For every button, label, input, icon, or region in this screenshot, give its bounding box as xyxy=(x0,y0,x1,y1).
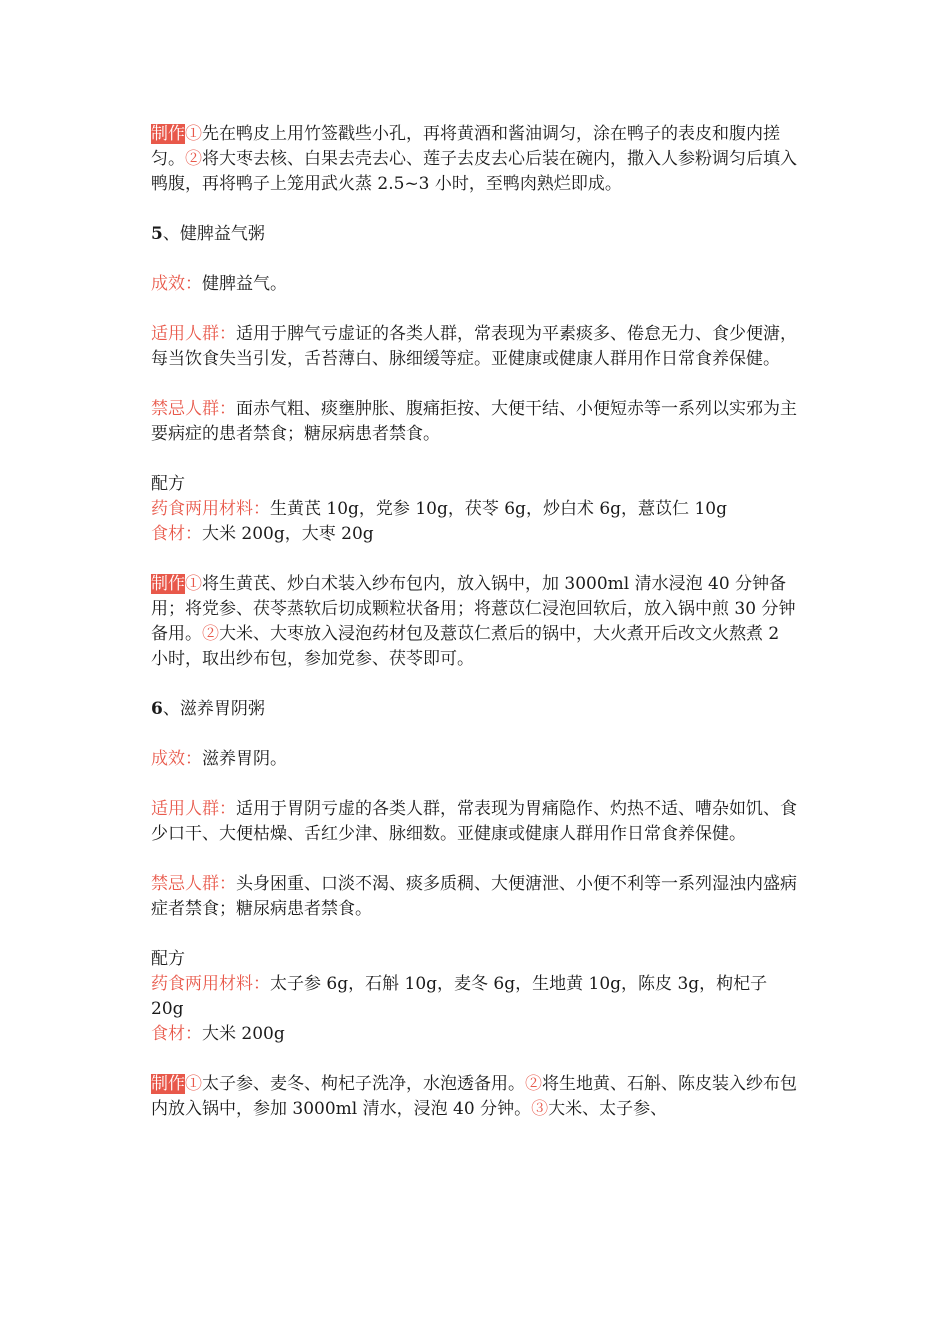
step-marker: ① xyxy=(185,574,202,594)
section5-suitable xyxy=(151,322,801,372)
taboo-label: 禁忌人群： xyxy=(151,874,236,894)
document-page xyxy=(151,122,801,1147)
herbs-text: 太子参 6g，石斛 10g，麦冬 6g，生地黄 10g，陈皮 3g，枸杞子 20g xyxy=(151,974,768,1019)
suitable-label: 适用人群： xyxy=(151,799,236,819)
taboo-text: 面赤气粗、痰壅肿胀、腹痛拒按、大便干结、小便短赤等一系列以实邪为主要病症的患者禁食；糖尿病患者禁食。 xyxy=(151,399,797,444)
method-label: 制作 xyxy=(151,124,185,144)
herbs-label: 药食两用材料： xyxy=(151,499,270,519)
section6-effect xyxy=(151,747,801,772)
suitable-label: 适用人群： xyxy=(151,324,236,344)
herbs-text: 生黄芪 10g，党参 10g，茯苓 6g，炒白术 6g，薏苡仁 10g xyxy=(270,499,727,519)
step-marker: ② xyxy=(202,624,219,644)
section5-method-paragraph xyxy=(151,572,801,672)
food-text: 大米 200g，大枣 20g xyxy=(202,524,374,544)
effect-label: 成效： xyxy=(151,274,202,294)
section6-herbs xyxy=(151,972,801,1022)
step-text: 将大枣去核、白果去壳去心、莲子去皮去心后装在碗内，撒入人参粉调匀后填入鸭腹，再将鸭子上笼用武火蒸 2.5~3 小时，至鸭肉熟烂即成。 xyxy=(151,149,797,194)
step-text: 大米、太子参、 xyxy=(548,1099,668,1119)
section5-formula-label: 配方 xyxy=(151,474,185,494)
effect-text: 滋养胃阴。 xyxy=(202,749,287,769)
section5-food xyxy=(151,522,801,547)
step-text: 将生地黄、石斛、陈皮装入纱布包内放入锅中，参加 3000ml 清水，浸泡 40 分钟。 xyxy=(151,1074,797,1119)
suitable-text: 适用于脾气亏虚证的各类人群，常表现为平素痰多、倦怠无力、食少便溏，每当饮食失当引发，舌苔薄白、脉细缓等症。亚健康或健康人群用作日常食养保健。 xyxy=(151,324,797,369)
section5-effect xyxy=(151,272,801,297)
step-text: 大米、大枣放入浸泡药材包及薏苡仁煮后的锅中，大火煮开后改文火熬煮 2 小时，取出纱布包，参加党参、茯苓即可。 xyxy=(151,624,780,669)
step-text: 太子参、麦冬、枸杞子洗净，水泡透备用。 xyxy=(202,1074,525,1094)
section4-method-paragraph xyxy=(151,122,801,197)
effect-label: 成效： xyxy=(151,749,202,769)
step-marker: ② xyxy=(185,149,202,169)
section-number: 6 xyxy=(151,699,163,719)
method-label: 制作 xyxy=(151,1074,185,1094)
section6-method-paragraph xyxy=(151,1072,801,1122)
section6-heading xyxy=(151,697,801,722)
method-label: 制作 xyxy=(151,574,185,594)
section6-food xyxy=(151,1022,801,1047)
section5-herbs xyxy=(151,497,801,522)
section-title: 、滋养胃阴粥 xyxy=(162,699,265,719)
section6-taboo xyxy=(151,872,801,922)
section-title: 、健脾益气粥 xyxy=(162,224,265,244)
step-marker: ③ xyxy=(531,1099,549,1119)
food-text: 大米 200g xyxy=(202,1024,285,1044)
section6-suitable xyxy=(151,797,801,847)
step-marker: ① xyxy=(185,1074,202,1094)
taboo-text: 头身困重、口淡不渴、痰多质稠、大便溏泄、小便不利等一系列湿浊内盛病症者禁食；糖尿病患者禁食。 xyxy=(151,874,797,919)
step-marker: ① xyxy=(185,124,202,144)
section6-formula-label: 配方 xyxy=(151,949,185,969)
food-label: 食材： xyxy=(151,524,202,544)
step-marker: ② xyxy=(525,1074,542,1094)
herbs-label: 药食两用材料： xyxy=(151,974,270,994)
step-text: 先在鸭皮上用竹签戳些小孔，再将黄酒和酱油调匀，涂在鸭子的表皮和腹内搓匀。 xyxy=(151,124,780,169)
step-text: 将生黄芪、炒白术装入纱布包内，放入锅中，加 3000ml 清水浸泡 40 分钟备用；将党参、茯苓蒸软后切成颗粒状备用；将薏苡仁浸泡回软后，放入锅中煎 30 分钟备用。 xyxy=(151,574,796,644)
effect-text: 健脾益气。 xyxy=(202,274,287,294)
section5-taboo xyxy=(151,397,801,447)
suitable-text: 适用于胃阴亏虚的各类人群，常表现为胃痛隐作、灼热不适、嘈杂如饥、食少口干、大便枯燥、舌红少津、脉细数。亚健康或健康人群用作日常食养保健。 xyxy=(151,799,797,844)
food-label: 食材： xyxy=(151,1024,202,1044)
section-number: 5 xyxy=(151,224,163,244)
section5-heading xyxy=(151,222,801,247)
taboo-label: 禁忌人群： xyxy=(151,399,236,419)
